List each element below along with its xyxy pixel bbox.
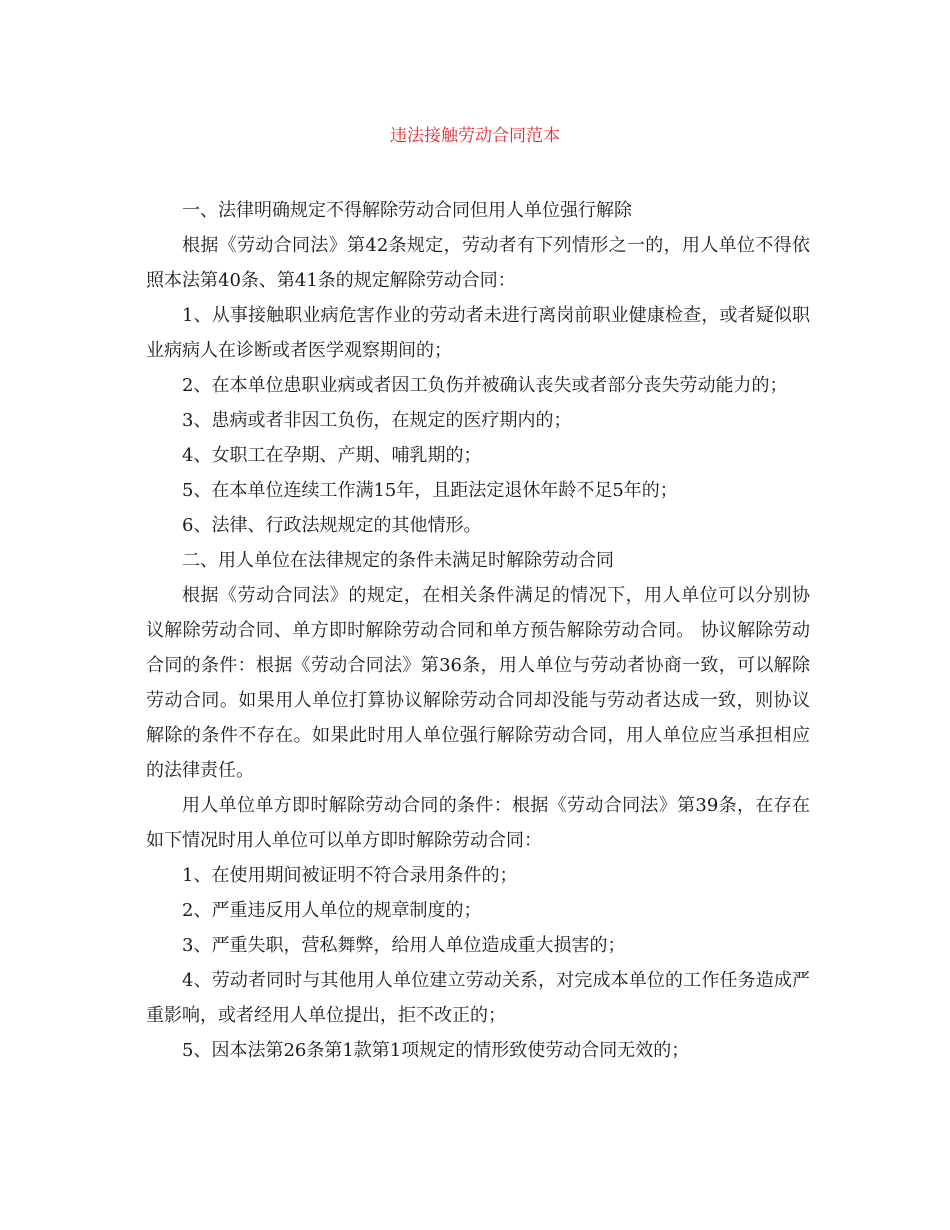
list-item: 3、严重失职，营私舞弊，给用人单位造成重大损害的； xyxy=(182,935,626,956)
list-item: 5、因本法第26条第1款第1项规定的情形致使劳动合同无效的； xyxy=(182,1040,690,1061)
list-item: 5、在本单位连续工作满15年，且距法定退休年龄不足5年的； xyxy=(182,480,678,501)
list-item: 3、患病或者非因工负伤，在规定的医疗期内的； xyxy=(182,410,572,431)
section-heading-2: 二、用人单位在法律规定的条件未满足时解除劳动合同 xyxy=(182,550,614,571)
list-item: 2、在本单位患职业病或者因工负伤并被确认丧失或者部分丧失劳动能力的； xyxy=(182,375,788,396)
list-item: 4、劳动者同时与其他用人单位建立劳动关系，对完成本单位的工作任务造成严重影响，或者经用人单位提出，拒不改正的； xyxy=(146,970,810,1026)
list-item: 6、法律、行政法规规定的其他情形。 xyxy=(182,515,482,536)
document-body xyxy=(146,193,810,1068)
list-item: 1、在使用期间被证明不符合录用条件的； xyxy=(182,865,518,886)
section-heading-1: 一、法律明确规定不得解除劳动合同但用人单位强行解除 xyxy=(182,200,632,221)
document-title: 违法接触劳动合同范本 xyxy=(390,126,560,146)
paragraph: 根据《劳动合同法》的规定，在相关条件满足的情况下，用人单位可以分别协议解除劳动合同、单方即时解除劳动合同和单方预告解除劳动合同。 协议解除劳动合同的条件：根据《劳动合同法》第36条，用人单位与劳动者协商一致，可以解除劳动合同。如果用人单位打算协议解除劳动合同却没能与劳动者达成一致，则协议解除的条件不存在。如果此时用人单位强行解除劳动合同，用人单位应当承担相应的法律责任。 xyxy=(146,585,810,781)
list-item: 4、女职工在孕期、产期、哺乳期的； xyxy=(182,445,482,466)
list-item: 2、严重违反用人单位的规章制度的； xyxy=(182,900,482,921)
paragraph: 用人单位单方即时解除劳动合同的条件：根据《劳动合同法》第39条，在存在如下情况时用人单位可以单方即时解除劳动合同： xyxy=(146,795,810,851)
list-item: 1、从事接触职业病危害作业的劳动者未进行离岗前职业健康检查，或者疑似职业病病人在诊断或者医学观察期间的； xyxy=(146,305,810,361)
paragraph: 根据《劳动合同法》第42条规定，劳动者有下列情形之一的，用人单位不得依照本法第40条、第41条的规定解除劳动合同： xyxy=(146,235,810,291)
